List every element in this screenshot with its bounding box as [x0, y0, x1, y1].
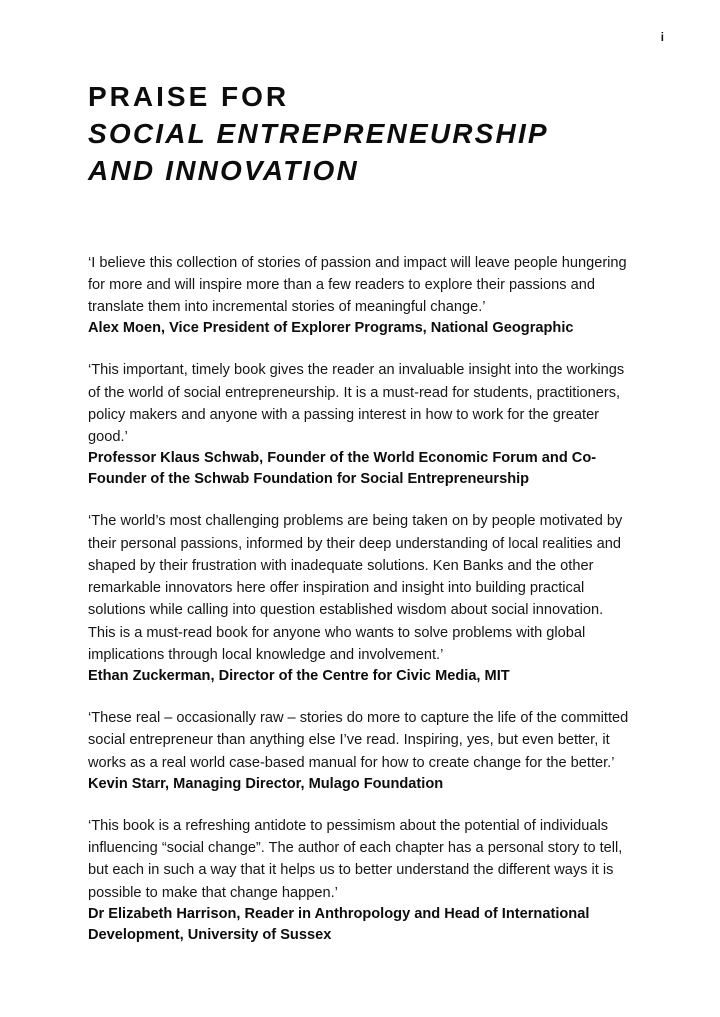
endorsement-quote: ‘These real – occasionally raw – stories do more to capture the life of the committed social entrepreneur than anything else I’ve read. Inspiring, yes, but even better, it works as a real world case-based manual for how to create change for the better.’: [88, 710, 629, 771]
endorsement-list: [88, 252, 633, 946]
endorsement-item: [88, 707, 633, 795]
page-title-line-1: PRAISE FOR: [88, 81, 290, 112]
endorsement-attribution: Ethan Zuckerman, Director of the Centre for Civic Media, MIT: [88, 668, 510, 685]
endorsement-attribution: Dr Elizabeth Harrison, Reader in Anthropology and Head of International Development, University of Sussex: [88, 905, 590, 943]
page-number: i: [660, 32, 664, 44]
page-title-line-3: AND INNOVATION: [88, 155, 359, 187]
endorsement-item: [88, 510, 633, 687]
endorsement-quote: ‘This book is a refreshing antidote to pessimism about the potential of individuals influencing “social change”. The author of each chapter has a personal story to tell, but each in such a way that it helps us to better understand the different ways it is possible to make that change happen.’: [88, 817, 623, 901]
endorsement-quote: ‘This important, timely book gives the reader an invaluable insight into the workings of the world of social entrepreneurship. It is a must-read for students, practitioners, policy makers and anyone with a passing interest in how to work for the greater good.’: [88, 362, 625, 446]
text-column: [88, 78, 633, 946]
endorsement-quote: ‘I believe this collection of stories of passion and impact will leave people hungering for more and will inspire more than a few readers to explore their passions and translate them into incremental stories of meaningful change.’: [88, 254, 627, 316]
endorsement-attribution: Kevin Starr, Managing Director, Mulago Foundation: [88, 775, 444, 792]
endorsement-attribution: Professor Klaus Schwab, Founder of the World Economic Forum and Co-Founder of the Schwab Foundation for Social Entrepreneurship: [88, 450, 597, 488]
endorsement-item: [88, 359, 633, 490]
endorsement-item: [88, 252, 633, 340]
endorsement-quote: ‘The world’s most challenging problems are being taken on by people motivated by their personal passions, informed by their deep understanding of local realities and shaped by their frustration with inadequate solutions. Ken Banks and the other remarkable innovators here offer inspiration and insight into building practical solutions while calling into question established wisdom about social innovation. This is a must-read book for anyone who wants to solve problems with global implications through local knowledge and involvement.’: [88, 513, 623, 663]
endorsement-attribution: Alex Moen, Vice President of Explorer Programs, National Geographic: [88, 320, 574, 337]
page-title: [88, 78, 633, 190]
page-title-line-2: SOCIAL ENTREPRENEURSHIP: [88, 118, 549, 150]
endorsement-item: [88, 815, 633, 946]
